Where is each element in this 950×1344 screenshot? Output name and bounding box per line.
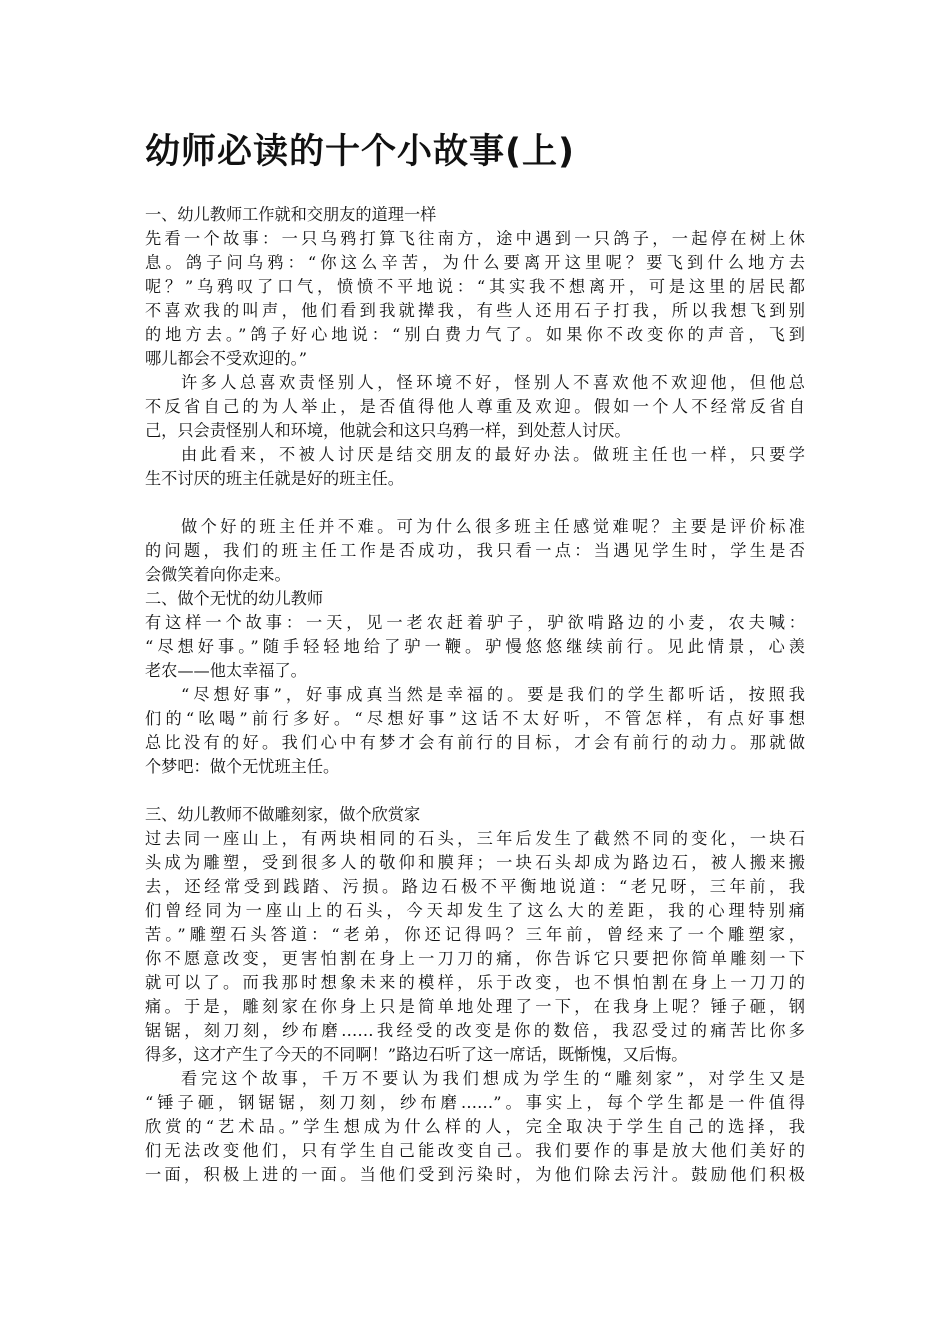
section-heading-1: 一、幼儿教师工作就和交朋友的道理一样 — [145, 205, 437, 224]
paragraph-line: 锯锯，刻刀刻，纱布磨……我经受的改变是你的数倍，我忍受过的痛苦比你多 — [145, 1021, 805, 1040]
paragraph-line: 欣赏的“艺术品。”学生想成为什么样的人，完全取决于学生自己的选择，我 — [145, 1117, 805, 1136]
paragraph-line: 许多人总喜欢责怪别人，怪环境不好，怪别人不喜欢他不欢迎他，但他总 — [181, 373, 805, 392]
paragraph-line: 去，还经常受到践踏、污损。路边石极不平衡地说道：“老兄呀，三年前，我 — [145, 877, 805, 896]
paragraph-line: “锤子砸，钢锯锯，刻刀刻，纱布磨……”。事实上，每个学生都是一件值得 — [145, 1093, 805, 1112]
paragraph-line: 得多，这才产生了今天的不同啊！”路边石听了这一席话，既惭愧，又后悔。 — [145, 1045, 688, 1064]
paragraph-line: 们的“吆喝”前行多好。“尽想好事”这话不太好听，不管怎样，有点好事想 — [145, 709, 805, 728]
paragraph-line: 苦。”雕塑石头答道：“老弟，你还记得吗？三年前，曾经来了一个雕塑家， — [145, 925, 805, 944]
section-heading-2: 二、做个无忧的幼儿教师 — [145, 589, 324, 608]
document-body — [145, 203, 805, 1187]
paragraph-line: 一面，积极上进的一面。当他们受到污染时，为他们除去污汁。鼓励他们积极 — [145, 1165, 805, 1184]
paragraph-line: 先看一个故事：一只乌鸦打算飞往南方，途中遇到一只鸽子，一起停在树上休 — [145, 229, 805, 248]
paragraph-line: 过去同一座山上，有两块相同的石头，三年后发生了截然不同的变化，一块石 — [145, 829, 805, 848]
paragraph-line: 不喜欢我的叫声，他们看到我就撵我，有些人还用石子打我，所以我想飞到别 — [145, 301, 805, 320]
paragraph-line: 总比没有的好。我们心中有梦才会有前行的目标，才会有前行的动力。那就做 — [145, 733, 805, 752]
paragraph-line: 们曾经同为一座山上的石头，今天却发生了这么大的差距，我的心理特别痛 — [145, 901, 805, 920]
paragraph-line: 你不愿意改变，更害怕割在身上一刀刀的痛，你告诉它只要把你简单雕刻一下 — [145, 949, 805, 968]
paragraph-line: 呢？”乌鸦叹了口气，愤愤不平地说：“其实我不想离开，可是这里的居民都 — [145, 277, 805, 296]
paragraph-line: 不反省自己的为人举止，是否值得他人尊重及欢迎。假如一个人不经常反省自 — [145, 397, 805, 416]
blank-line — [145, 779, 805, 803]
paragraph-line: 做个好的班主任并不难。可为什么很多班主任感觉难呢？主要是评价标准 — [181, 517, 805, 536]
paragraph-line: “尽想好事。”随手轻轻地给了驴一鞭。驴慢悠悠继续前行。见此情景，心羡 — [145, 637, 805, 656]
paragraph-line: 的问题，我们的班主任工作是否成功，我只看一点：当遇见学生时，学生是否 — [145, 541, 805, 560]
paragraph-line: 会微笑着向你走来。 — [145, 565, 291, 584]
section-heading-3: 三、幼儿教师不做雕刻家，做个欣赏家 — [145, 805, 421, 824]
paragraph-line: 们无法改变他们，只有学生自己能改变自己。我们要作的事是放大他们美好的 — [145, 1141, 805, 1160]
paragraph-line: 己，只会责怪别人和环境，他就会和这只乌鸦一样，到处惹人讨厌。 — [145, 421, 631, 440]
paragraph-line: 个梦吧：做个无忧班主任。 — [145, 757, 340, 776]
paragraph-line: 头成为雕塑，受到很多人的敬仰和膜拜；一块石头却成为路边石，被人搬来搬 — [145, 853, 805, 872]
paragraph-line: “尽想好事”，好事成真当然是幸福的。要是我们的学生都听话，按照我 — [181, 685, 805, 704]
paragraph-line: 就可以了。而我那时想象未来的模样，乐于改变，也不惧怕割在身上一刀刀的 — [145, 973, 805, 992]
paragraph-line: 有这样一个故事：一天，见一老农赶着驴子，驴欲啃路边的小麦，农夫喊： — [145, 613, 805, 632]
paragraph-line: 老农——他太幸福了。 — [145, 661, 307, 680]
paragraph-line: 痛。于是，雕刻家在你身上只是简单地处理了一下，在我身上呢？锤子砸，钢 — [145, 997, 805, 1016]
paragraph-line: 由此看来，不被人讨厌是结交朋友的最好办法。做班主任也一样，只要学 — [181, 445, 805, 464]
paragraph-line: 息。鸽子问乌鸦：“你这么辛苦，为什么要离开这里呢？要飞到什么地方去 — [145, 253, 805, 272]
document-title: 幼师必读的十个小故事(上) — [145, 132, 575, 172]
paragraph-line: 的地方去。”鸽子好心地说：“别白费力气了。如果你不改变你的声音，飞到 — [145, 325, 805, 344]
paragraph-line: 生不讨厌的班主任就是好的班主任。 — [145, 469, 404, 488]
paragraph-line: 看完这个故事，千万不要认为我们想成为学生的“雕刻家”，对学生又是 — [181, 1069, 805, 1088]
blank-line — [145, 491, 805, 515]
paragraph-line: 哪儿都会不受欢迎的。” — [145, 349, 308, 368]
